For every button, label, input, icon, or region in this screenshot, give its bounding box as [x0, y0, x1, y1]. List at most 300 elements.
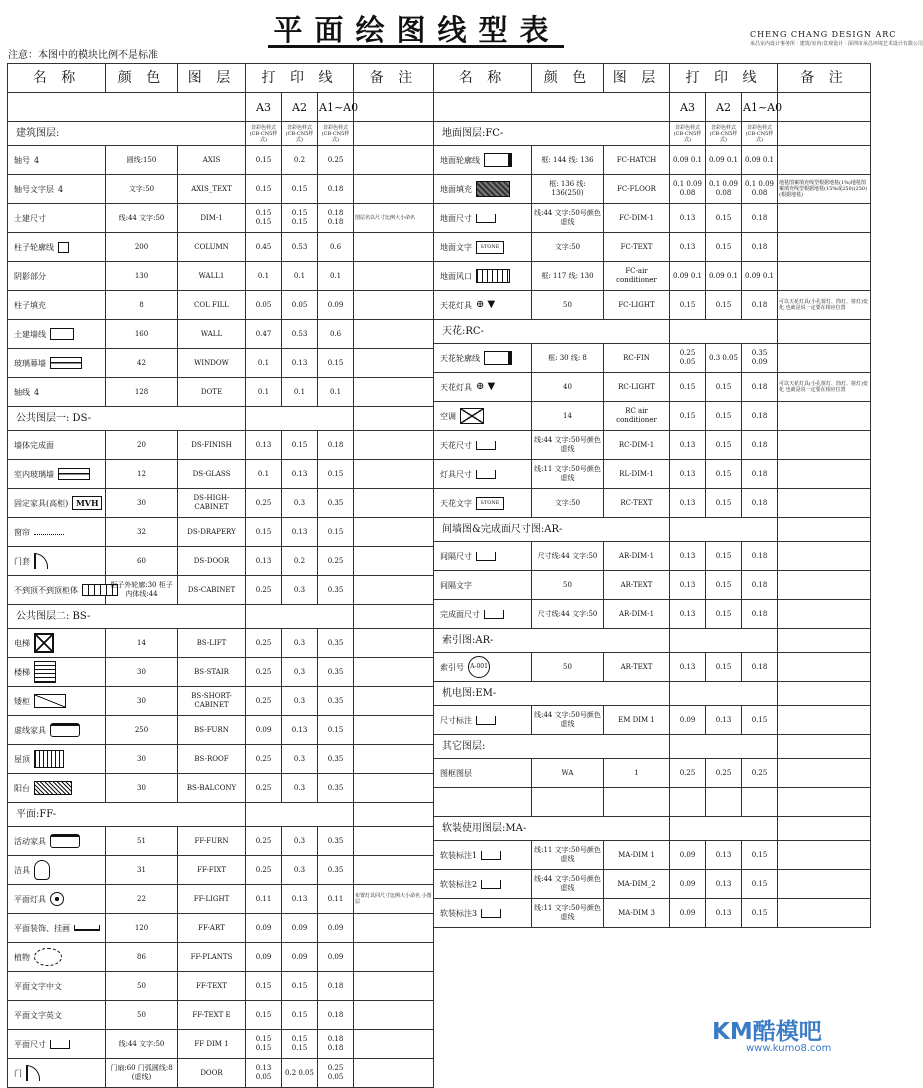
- dim-icon: [484, 610, 504, 619]
- print-a3: 0.15: [670, 373, 706, 402]
- size-a1: A1~A0: [742, 93, 778, 122]
- layer-name-cell: [434, 233, 532, 262]
- remark: [778, 571, 871, 600]
- layer-name-cell: [8, 349, 106, 378]
- layer-name-cell: [8, 518, 106, 547]
- print-a2: 0.2: [282, 547, 318, 576]
- remark: [778, 233, 871, 262]
- layer-name: 柱子轮廓线: [14, 242, 54, 252]
- print-a2: 0.15 0.15: [282, 1030, 318, 1059]
- layer-name: 索引号: [440, 662, 464, 672]
- layer-name: 尺寸标注: [440, 715, 472, 725]
- color-value: 30: [106, 687, 178, 716]
- print-a3: 0.09 0.1: [670, 146, 706, 175]
- layer-name: 地面轮廓线: [440, 155, 480, 165]
- print-a2: 0.3: [282, 629, 318, 658]
- color-value: WA: [532, 759, 604, 788]
- layer-name: 天花灯具: [440, 382, 472, 392]
- layer-code: FC-DIM-1: [604, 204, 670, 233]
- table-row: [8, 233, 434, 262]
- print-a2: 0.2: [282, 146, 318, 175]
- layer-name-cell: [8, 576, 106, 605]
- remark: [778, 841, 871, 870]
- layer-code: BS-BALCONY: [178, 774, 246, 803]
- color-value: 200: [106, 233, 178, 262]
- remark: [354, 349, 434, 378]
- col-header-color: 颜 色: [532, 64, 604, 93]
- print-a1: 0.18: [742, 542, 778, 571]
- layer-name: 天花文字: [440, 498, 472, 508]
- scale-note: 注意：本图中的模块比例不是标准: [8, 50, 158, 61]
- print-a1: 0.11: [318, 885, 354, 914]
- print-a3: 0.13 0.05: [246, 1059, 282, 1088]
- print-a1: 0.09: [318, 943, 354, 972]
- color-value: 30: [106, 489, 178, 518]
- layer-name-wrap: [14, 388, 104, 397]
- layer-name-cell: [8, 774, 106, 803]
- idx-icon: A-001: [468, 656, 490, 678]
- layer-name: 轴线: [14, 387, 30, 397]
- remark: [354, 146, 434, 175]
- print-a1: 0.18: [742, 373, 778, 402]
- layer-name-wrap: [14, 1011, 104, 1020]
- layer-code: AR-DIM-1: [604, 542, 670, 571]
- color-value: 尺寸线:44 文字:50: [532, 600, 604, 629]
- print-a2: 0.13: [282, 518, 318, 547]
- layer-code: 1: [604, 759, 670, 788]
- print-a1: 0.18: [318, 431, 354, 460]
- print-a1: 0.35: [318, 629, 354, 658]
- layer-name: 矮柜: [14, 696, 30, 706]
- print-style-a2: 非彩色样式(CB-CN5样式): [282, 122, 318, 146]
- layer-name-wrap: [440, 880, 530, 889]
- remark: [354, 320, 434, 349]
- watermark: [712, 1013, 872, 1054]
- print-a2: 0.15 0.15: [282, 204, 318, 233]
- print-a1: 0.1 0.09 0.08: [742, 175, 778, 204]
- print-a1: 0.15: [742, 870, 778, 899]
- remark: [354, 576, 434, 605]
- layer-name: 玻璃幕墙: [14, 358, 46, 368]
- layer-name-wrap: [14, 328, 104, 340]
- print-a1: 0.18 0.18: [318, 1030, 354, 1059]
- print-a1: 0.18: [742, 402, 778, 431]
- layer-name: 平面灯具: [14, 894, 46, 904]
- layer-code: EM DIM 1: [604, 706, 670, 735]
- layer-name: 图框图层: [440, 768, 472, 778]
- table-row: [434, 870, 871, 899]
- sq-icon: [50, 328, 74, 340]
- remark: [354, 431, 434, 460]
- layer-name-cell: [8, 489, 106, 518]
- print-a2: 0.09 0.1: [706, 262, 742, 291]
- print-a3: 0.1: [246, 460, 282, 489]
- win-icon: [58, 468, 90, 480]
- layer-name: 室内玻璃墙: [14, 469, 54, 479]
- print-a3: 0.09: [246, 716, 282, 745]
- section-title: 机电图:EM-: [434, 682, 670, 706]
- print-a3: 0.1: [246, 349, 282, 378]
- color-value: 8: [106, 291, 178, 320]
- print-a1: 0.09 0.1: [742, 262, 778, 291]
- remark: [354, 291, 434, 320]
- left-line-type-table: [7, 63, 434, 1088]
- layer-code: DOOR: [178, 1059, 246, 1088]
- table-row: [8, 687, 434, 716]
- color-value: 尺寸线:44 文字:50: [532, 542, 604, 571]
- layer-code: FF-LIGHT: [178, 885, 246, 914]
- layer-code: FC-HATCH: [604, 146, 670, 175]
- print-a1: 0.35: [318, 745, 354, 774]
- print-a2: 0.15: [706, 542, 742, 571]
- remark: [778, 706, 871, 735]
- print-a2: 0.3: [282, 856, 318, 885]
- stair-icon: [34, 661, 56, 683]
- table-row: [8, 774, 434, 803]
- print-a2: 0.13: [282, 716, 318, 745]
- print-a2: 0.15: [706, 431, 742, 460]
- remark: [354, 489, 434, 518]
- print-a3: 0.13: [670, 571, 706, 600]
- layer-name: 天花尺寸: [440, 440, 472, 450]
- table-row: [434, 542, 871, 571]
- color-value: 框: 144 线: 136: [532, 146, 604, 175]
- layer-name-wrap: [440, 470, 530, 479]
- layer-name-wrap: [440, 441, 530, 450]
- lamp-icon: [50, 892, 64, 906]
- print-a3: 0.25: [246, 774, 282, 803]
- sofa-icon: [50, 723, 80, 737]
- print-a3: 0.13: [670, 460, 706, 489]
- layer-name-wrap: [14, 441, 104, 450]
- table-row: [434, 373, 871, 402]
- color-value: 30: [106, 774, 178, 803]
- print-style-a2: 非彩色样式(CB-CN5样式): [706, 122, 742, 146]
- table-row: [434, 344, 871, 373]
- layer-name-cell: [434, 899, 532, 928]
- color-value: 60: [106, 547, 178, 576]
- dim-icon: [481, 880, 501, 889]
- print-a3: 0.15 0.15: [246, 204, 282, 233]
- dim-icon: [476, 214, 496, 223]
- layer-name-cell: [8, 1059, 106, 1088]
- layer-name-cell: [8, 431, 106, 460]
- layer-name: 轴号文字层: [14, 184, 54, 194]
- remark: [778, 600, 871, 629]
- table-row: [8, 460, 434, 489]
- color-value: 120: [106, 914, 178, 943]
- layer-code: BS-LIFT: [178, 629, 246, 658]
- color-value: 86: [106, 943, 178, 972]
- layer-name-cell: [434, 489, 532, 518]
- table-row: [8, 175, 434, 204]
- layer-name: 空调: [440, 411, 456, 421]
- layer-code: DOTE: [178, 378, 246, 407]
- print-a1: 0.15: [742, 841, 778, 870]
- print-a1: 0.18 0.18: [318, 204, 354, 233]
- layer-name: 阳台: [14, 783, 30, 793]
- layer-code: FC-LIGHT: [604, 291, 670, 320]
- layer-code: BS-ROOF: [178, 745, 246, 774]
- color-value: 50: [106, 972, 178, 1001]
- col-header-print: 打 印 线: [246, 64, 354, 93]
- print-a1: 0.18: [742, 653, 778, 682]
- color-value: 线:11 文字:50号颜色 虚线: [532, 460, 604, 489]
- remark: [778, 653, 871, 682]
- remark: [354, 460, 434, 489]
- layer-name: 平面文字英文: [14, 1010, 62, 1020]
- bal-icon: [34, 781, 72, 795]
- watermark-url: www.kumo8.com: [746, 1043, 832, 1054]
- print-a2: 0.15: [706, 571, 742, 600]
- color-value: 51: [106, 827, 178, 856]
- remark: [354, 914, 434, 943]
- layer-code: FF-PLANTS: [178, 943, 246, 972]
- layer-name-cell: [8, 460, 106, 489]
- print-a3: 0.25: [246, 856, 282, 885]
- remark: 地毯图案填充线型根据地毯(1%)地毯图案填充线型根据地毯(15%或250)(250)(根据地毯): [778, 175, 871, 204]
- color-value: 文字:50: [532, 233, 604, 262]
- remark: [778, 262, 871, 291]
- color-value: 框: 117 线: 130: [532, 262, 604, 291]
- print-a1: 0.15: [318, 518, 354, 547]
- print-a3: 0.25: [246, 687, 282, 716]
- print-a2: 0.13: [282, 460, 318, 489]
- remark: [778, 489, 871, 518]
- remark: [354, 629, 434, 658]
- print-a2: 0.2 0.05: [282, 1059, 318, 1088]
- print-a3: 0.1 0.09 0.08: [670, 175, 706, 204]
- blank-cell: [8, 93, 246, 122]
- layer-name-cell: [8, 716, 106, 745]
- sofa-icon: [50, 834, 80, 848]
- print-a1: 0.18: [318, 1001, 354, 1030]
- layer-code: BS-STAIR: [178, 658, 246, 687]
- mvh-icon: MVH: [72, 496, 102, 510]
- blank-cell: [778, 518, 871, 542]
- color-value: 圆线:150: [106, 146, 178, 175]
- blank-cell: [778, 817, 871, 841]
- layer-name: 植物: [14, 952, 30, 962]
- print-a2: 0.15: [282, 972, 318, 1001]
- layer-code: RC-DIM-1: [604, 431, 670, 460]
- print-a1: 0.15: [318, 460, 354, 489]
- layer-name: 楼梯: [14, 667, 30, 677]
- layer-name-cell: [8, 658, 106, 687]
- table-row: [434, 899, 871, 928]
- print-a1: 0.18: [742, 291, 778, 320]
- layer-name: 门: [14, 1068, 22, 1078]
- print-a3: 0.15: [670, 402, 706, 431]
- layer-name: 地面填充: [440, 184, 472, 194]
- table-row: [434, 175, 871, 204]
- print-a2: 0.15: [706, 460, 742, 489]
- table-row: [8, 629, 434, 658]
- layer-name-wrap: [14, 750, 104, 768]
- print-a2: 0.05: [282, 291, 318, 320]
- remark: [354, 972, 434, 1001]
- layer-name-cell: [434, 653, 532, 682]
- layer-name-wrap: [14, 723, 104, 737]
- layer-code: FF-TEXT: [178, 972, 246, 1001]
- remark: [354, 687, 434, 716]
- layer-code: FF-TEXT E: [178, 1001, 246, 1030]
- print-a2: 0.09: [282, 914, 318, 943]
- color-value: 130: [106, 262, 178, 291]
- table-row: [434, 489, 871, 518]
- layer-name: 门套: [14, 556, 30, 566]
- layer-name-wrap: [440, 269, 530, 283]
- x-icon: [34, 694, 66, 708]
- print-a2: 0.15: [282, 431, 318, 460]
- layer-name-wrap: [14, 860, 104, 880]
- color-value: 250: [106, 716, 178, 745]
- print-a1: 0.18: [742, 431, 778, 460]
- art-icon: [74, 925, 100, 931]
- table-row: [8, 943, 434, 972]
- layer-code: BS-SHORT-CABINET: [178, 687, 246, 716]
- print-a1: 0.15: [742, 899, 778, 928]
- layer-name-cell: [8, 914, 106, 943]
- remark: [354, 716, 434, 745]
- layer-name: 地面文字: [440, 242, 472, 252]
- print-a2: 0.13: [706, 841, 742, 870]
- layer-name: 虚线家具: [14, 725, 46, 735]
- layer-name-wrap: [14, 781, 104, 795]
- remark: [354, 233, 434, 262]
- print-a3: 0.45: [246, 233, 282, 262]
- color-value: 20: [106, 431, 178, 460]
- section-title: 平面:FF-: [8, 803, 246, 827]
- print-a1: 0.18: [318, 175, 354, 204]
- print-a2: 0.1: [282, 378, 318, 407]
- color-value: 线:11 文字:50号颜色 虚线: [532, 841, 604, 870]
- print-a1: [742, 788, 778, 817]
- print-a2: 0.3: [282, 489, 318, 518]
- table-row: [8, 349, 434, 378]
- print-a1: 0.1: [318, 378, 354, 407]
- remark: [778, 460, 871, 489]
- blank-cell: [670, 320, 778, 344]
- table-row: [8, 745, 434, 774]
- table-row: [8, 146, 434, 175]
- table-row: [434, 653, 871, 682]
- print-a3: 0.25: [670, 759, 706, 788]
- remark: [778, 899, 871, 928]
- layer-name: 地面风口: [440, 271, 472, 281]
- print-a1: 0.18: [742, 204, 778, 233]
- layer-name: 墙体完成面: [14, 440, 54, 450]
- blank-cell: [670, 518, 778, 542]
- dark-icon: [476, 181, 510, 197]
- layer-name-wrap: [14, 1065, 104, 1081]
- print-a3: 0.1: [246, 378, 282, 407]
- box-icon: [58, 242, 69, 253]
- size-a3: A3: [246, 93, 282, 122]
- print-a3: 0.25: [246, 489, 282, 518]
- color-value: 50: [532, 653, 604, 682]
- layer-name: 软装标注2: [440, 879, 478, 889]
- col-header-layer: 图 层: [604, 64, 670, 93]
- color-value: 线:44 文字:50号颜色 虚线: [532, 431, 604, 460]
- toi-icon: [34, 860, 50, 880]
- table-row: [434, 788, 871, 817]
- layer-code: FC-FLOOR: [604, 175, 670, 204]
- print-a2: 0.1: [282, 262, 318, 291]
- layer-name: 间隔尺寸: [440, 551, 472, 561]
- blank-cell: [246, 605, 354, 629]
- layer-name: 软装标注1: [440, 850, 478, 860]
- print-a2: 0.13: [282, 349, 318, 378]
- print-a1: 0.09: [318, 291, 354, 320]
- layer-name-cell: [434, 542, 532, 571]
- remark: [354, 547, 434, 576]
- print-a1: 0.35 0.09: [742, 344, 778, 373]
- table-row: [8, 518, 434, 547]
- table-row: [8, 320, 434, 349]
- print-a1: 0.35: [318, 489, 354, 518]
- layer-code: AXIS_TEXT: [178, 175, 246, 204]
- blank-cell: [246, 803, 354, 827]
- col-header-print: 打 印 线: [670, 64, 778, 93]
- print-a3: 0.15: [246, 1001, 282, 1030]
- layer-name-wrap: [440, 214, 530, 223]
- layer-name-wrap: [440, 153, 530, 167]
- print-a1: 0.35: [318, 658, 354, 687]
- aircon-icon: [476, 269, 510, 283]
- color-value: 线:44 文字:50号颜色 虚线: [532, 706, 604, 735]
- table-row: [434, 431, 871, 460]
- layer-code: FF-FURN: [178, 827, 246, 856]
- print-a3: [670, 788, 706, 817]
- remark: 可以天花灯具(小孔射灯、筒灯、射灯)变化 也就是说一定要在相应位置: [778, 373, 871, 402]
- logo-subtitle: 承昌室内设计事务所 · 建筑/室内/景观设计 · 深圳市承昌环境艺术设计有限公司: [750, 41, 923, 47]
- layer-name-cell: [434, 262, 532, 291]
- layer-name: 天花轮廓线: [440, 353, 480, 363]
- print-a3: 0.13: [670, 600, 706, 629]
- table-row: [8, 489, 434, 518]
- print-a3: 0.13: [670, 542, 706, 571]
- layer-name-wrap: [14, 553, 104, 569]
- layer-name-wrap: [440, 552, 530, 561]
- layer-name-cell: [8, 745, 106, 774]
- blank-cell: [354, 407, 434, 431]
- layer-name-wrap: [14, 214, 104, 223]
- layer-name: 固定家具(高柜): [14, 498, 69, 508]
- print-a2: 0.15: [706, 653, 742, 682]
- door-icon: [34, 553, 48, 569]
- table-row: [8, 262, 434, 291]
- print-a2: 0.3: [282, 576, 318, 605]
- layer-name-wrap: [440, 610, 530, 619]
- remark: [778, 759, 871, 788]
- roof-icon: [34, 750, 64, 768]
- color-value: 框: 30 线: 8: [532, 344, 604, 373]
- layer-name-cell: [434, 460, 532, 489]
- print-a2: 0.15: [706, 402, 742, 431]
- dim-icon: [476, 716, 496, 725]
- table-row: [434, 706, 871, 735]
- layer-name-cell: [434, 600, 532, 629]
- table-row: [434, 146, 871, 175]
- layer-name-cell: [8, 687, 106, 716]
- remark: [778, 402, 871, 431]
- print-a3: 0.1: [246, 262, 282, 291]
- print-a2: 0.53: [282, 320, 318, 349]
- print-a3: 0.09: [670, 899, 706, 928]
- layer-name: 窗帘: [14, 527, 30, 537]
- table-row: [434, 841, 871, 870]
